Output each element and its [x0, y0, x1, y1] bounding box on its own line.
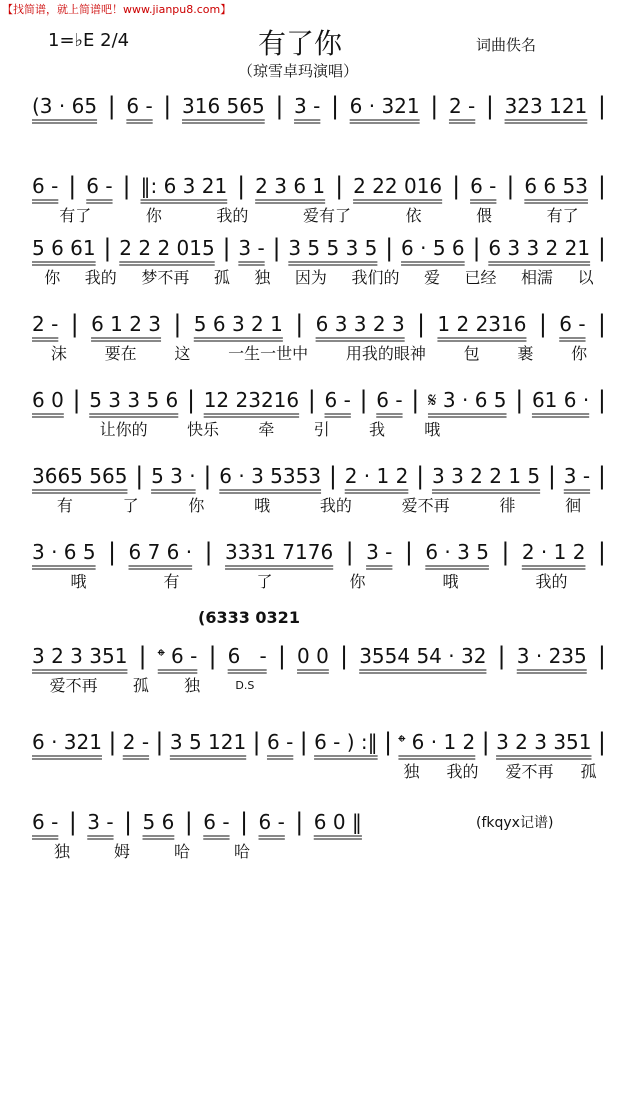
lyric: 我们的	[351, 268, 400, 287]
bar-line: |	[385, 234, 394, 262]
bar-line: |	[186, 386, 196, 414]
bar-line: |	[70, 310, 79, 338]
measure: 6 -	[470, 174, 497, 198]
bar-line: |	[416, 462, 425, 490]
measure: 2 2 2 015	[119, 236, 215, 260]
lyric: 你	[571, 344, 588, 363]
notation-row	[32, 92, 606, 120]
bar-line: |	[203, 462, 212, 490]
measure: 6 -	[266, 730, 294, 754]
lyric: 这	[174, 344, 191, 363]
measure: 61 6 ·	[531, 388, 590, 412]
lyric: 已经	[464, 268, 497, 287]
notation-row	[32, 728, 606, 756]
bar-line: |	[295, 808, 304, 836]
lyric: 偎	[476, 206, 493, 225]
lyric: 我的	[216, 206, 249, 225]
bar-line: |	[359, 386, 368, 414]
bar-line: |	[430, 92, 439, 120]
bar-line: |	[597, 310, 606, 338]
bar-line: |	[597, 642, 606, 670]
measure: 3 2 3 351	[32, 644, 128, 668]
measure: 3 5 121	[169, 730, 247, 754]
measure: 6 -	[32, 810, 59, 834]
lyric: 孤	[213, 268, 230, 287]
measure: 6 0 ‖	[313, 810, 362, 834]
bar-line: |	[417, 310, 426, 338]
lyric: D.S	[235, 679, 255, 692]
measure: 6 · 3 5	[425, 540, 489, 564]
lyric: 让你的	[99, 420, 148, 439]
measure: 6 · 5 6	[401, 236, 465, 260]
measure: 5 6	[142, 810, 175, 834]
measure: 2 · 1 2	[521, 540, 586, 564]
measure: 𝄌 6 -	[157, 644, 198, 668]
bar-line: |	[184, 808, 193, 836]
bar-line: |	[208, 642, 217, 670]
lyric: 爱不再	[505, 762, 554, 781]
measure: 6 -	[559, 312, 586, 336]
bar-line: |	[122, 172, 131, 200]
bar-line: |	[452, 172, 461, 200]
lyric: 我的	[535, 572, 568, 591]
lyric: 了	[122, 496, 139, 515]
bar-line: |	[277, 642, 286, 670]
lyric: 爱	[423, 268, 440, 287]
lyric: 有	[163, 572, 180, 591]
notation-row	[32, 642, 606, 670]
measure: 1 2 2316	[437, 312, 527, 336]
measure: 6 · 3 5353	[219, 464, 322, 488]
bar-line: |	[108, 538, 117, 566]
bar-line: |	[345, 538, 354, 566]
lyric: 有了	[59, 206, 92, 225]
measure: 316 565	[182, 94, 265, 118]
lyric: 爱有了	[302, 206, 351, 225]
bar-line: |	[163, 92, 172, 120]
lyric: 包	[463, 344, 480, 363]
measure: 5 6 3 2 1	[193, 312, 283, 336]
lyrics-row	[32, 344, 606, 364]
lyric: 以	[577, 268, 594, 287]
bar-line: |	[597, 92, 606, 120]
lyric: 相濡	[521, 268, 554, 287]
measure: 6 -	[203, 810, 230, 834]
lyric: 依	[405, 206, 422, 225]
lyric: 爱不再	[401, 496, 450, 515]
bar-line: |	[68, 808, 77, 836]
lyric: 哦	[70, 572, 87, 591]
lyric: 梦不再	[141, 268, 190, 287]
bar-line: |	[135, 462, 144, 490]
bar-line: |	[72, 386, 81, 414]
site-banner[interactable]: 【找简谱，就上简谱吧！www.jianpu8.com】	[2, 3, 232, 16]
notation-row	[32, 172, 606, 200]
bar-line: |	[481, 728, 490, 756]
bar-line: |	[155, 728, 164, 756]
lyrics-row	[32, 206, 606, 226]
measure: 3 -	[366, 540, 393, 564]
lyric: 哈	[233, 842, 250, 861]
measure: 5 6 61	[32, 236, 96, 260]
lyric: 有	[56, 496, 73, 515]
bar-line: |	[335, 172, 344, 200]
bar-line: |	[173, 310, 182, 338]
lyric: 我	[368, 420, 385, 439]
measure: 2 22 016	[353, 174, 443, 198]
measure: 6 3 3 2 3	[315, 312, 405, 336]
bar-line: |	[307, 386, 316, 414]
lyric: 独	[184, 676, 201, 695]
bar-line: |	[138, 642, 147, 670]
measure: 6 -	[324, 388, 351, 412]
lyrics-row	[80, 420, 460, 440]
bar-line: |	[252, 728, 261, 756]
measure: 6 3 3 2 21	[488, 236, 591, 260]
lyric: 徘	[499, 496, 516, 515]
bar-line: |	[107, 92, 116, 120]
bar-line: |	[538, 310, 547, 338]
lyric: 孤	[132, 676, 149, 695]
lyric: 牵	[258, 420, 275, 439]
lyric: 独	[403, 762, 420, 781]
measure: 5 3 ·	[151, 464, 196, 488]
measure: 6 6 53	[524, 174, 588, 198]
bar-line: |	[275, 92, 284, 120]
lyrics-row	[32, 496, 606, 516]
bar-line: |	[411, 386, 420, 414]
singer-subtitle: （琼雪卓玛演唱）	[238, 62, 359, 80]
measure: 3 -	[87, 810, 114, 834]
bar-line: |	[103, 234, 112, 262]
bar-line: |	[328, 462, 337, 490]
measure: ‖: 6 3 21	[140, 174, 228, 198]
measure: 3 -	[294, 94, 321, 118]
lyric: 独	[53, 842, 70, 861]
measure: 6 · 321	[349, 94, 420, 118]
notation-row	[32, 462, 606, 490]
lyric: 一生一世中	[228, 344, 309, 363]
lyric: 你	[349, 572, 366, 591]
bar-line: |	[299, 728, 308, 756]
lyrics-row	[32, 572, 606, 592]
measure: 6 -	[258, 810, 285, 834]
measure: 3 2 3 351	[496, 730, 592, 754]
measure: 3 5 5 3 5	[288, 236, 378, 260]
lyric: 用我的眼神	[345, 344, 426, 363]
song-title: 有了你	[258, 27, 343, 60]
lyric: 哈	[173, 842, 190, 861]
bar-line: |	[515, 386, 524, 414]
measure: 6 · 321	[32, 730, 102, 754]
bar-line: |	[123, 808, 133, 836]
measure: 3 · 6 5	[32, 540, 96, 564]
measure: (3 · 65	[32, 94, 98, 118]
key-signature: 1=♭E 2/4	[48, 30, 130, 51]
lyric: 哦	[442, 572, 459, 591]
measure: 2 · 1 2	[344, 464, 409, 488]
lyric: 你	[44, 268, 61, 287]
bar-line: |	[204, 538, 213, 566]
lyric: 要在	[104, 344, 137, 363]
bar-line: |	[485, 92, 494, 120]
bar-line: |	[597, 234, 606, 262]
interlude-notes: (6333 0321	[198, 608, 300, 627]
notation-row	[32, 234, 606, 262]
lyric: 你	[145, 206, 162, 225]
lyric: 独	[254, 268, 271, 287]
measure: 3554 54 · 32	[359, 644, 487, 668]
transcriber-note: (fkqyx记谱)	[476, 815, 554, 831]
bar-line: |	[472, 234, 481, 262]
measure: 6 - ) :‖	[314, 730, 378, 754]
notation-row	[32, 310, 606, 338]
measure: 5 3 3 5 6	[89, 388, 179, 412]
bar-line: |	[597, 538, 606, 566]
lyric: 哦	[254, 496, 271, 515]
measure: 3665 565	[32, 464, 128, 488]
lyric: 我的	[446, 762, 479, 781]
lyric: 徊	[565, 496, 582, 515]
measure: 3 · 235	[516, 644, 587, 668]
bar-line: |	[239, 808, 249, 836]
lyric: 沫	[50, 344, 67, 363]
bar-line: |	[383, 728, 393, 756]
credit: 词曲佚名	[476, 36, 537, 54]
measure: 3 -	[238, 236, 265, 260]
bar-line: |	[501, 538, 510, 566]
lyrics-row	[32, 268, 606, 288]
measure: 0 0	[297, 644, 329, 668]
measure: 6 1 2 3	[91, 312, 162, 336]
measure: 6 -	[376, 388, 403, 412]
bar-line: |	[330, 92, 340, 120]
bar-line: |	[108, 728, 117, 756]
measure: 𝄌 6 · 1 2	[398, 730, 476, 754]
bar-line: |	[272, 234, 281, 262]
bar-line: |	[597, 728, 606, 756]
bar-line: |	[339, 642, 349, 670]
measure: 𝄋 3 · 6 5	[427, 388, 507, 412]
measure: 3 3 2 2 1 5	[431, 464, 541, 488]
measure: 3331 7176	[225, 540, 334, 564]
bar-line: |	[237, 172, 246, 200]
notation-row	[32, 538, 606, 566]
lyric: 孤	[580, 762, 597, 781]
lyric: 引	[313, 420, 330, 439]
measure: 6 7 6 ·	[128, 540, 193, 564]
measure: 6 0	[32, 388, 64, 412]
bar-line: |	[68, 172, 77, 200]
measure: 2 3 6 1	[255, 174, 326, 198]
bar-line: |	[597, 386, 606, 414]
lyric: 哦	[424, 420, 441, 439]
lyric: 了	[256, 572, 273, 591]
lyric: 姆	[113, 842, 130, 861]
bar-line: |	[497, 642, 506, 670]
notation-row	[32, 386, 606, 414]
measure: 2 -	[122, 730, 150, 754]
lyrics-row	[390, 762, 610, 782]
bar-line: |	[597, 172, 606, 200]
lyric: 因为	[294, 268, 327, 287]
notation-row	[32, 808, 362, 836]
measure: 323 121	[504, 94, 588, 118]
bar-line: |	[295, 310, 304, 338]
bar-line: |	[222, 234, 231, 262]
measure: 12 23216	[203, 388, 300, 412]
lyric: 有了	[546, 206, 579, 225]
bar-line: |	[404, 538, 413, 566]
lyrics-row	[32, 842, 272, 862]
bar-line: |	[597, 462, 606, 490]
lyric: 裹	[517, 344, 534, 363]
lyric: 爱不再	[49, 676, 98, 695]
measure: 2 -	[448, 94, 476, 118]
lyric: 你	[188, 496, 205, 515]
measure: 6 -	[86, 174, 113, 198]
lyrics-row	[32, 676, 272, 696]
measure: 6 -	[126, 94, 153, 118]
lyric: 我的	[319, 496, 352, 515]
measure: 2 -	[32, 312, 59, 336]
measure: 3 -	[563, 464, 591, 488]
lyric: 我的	[84, 268, 117, 287]
bar-line: |	[547, 462, 556, 490]
lyric: 快乐	[186, 420, 219, 439]
measure: 6 -	[32, 174, 59, 198]
bar-line: |	[506, 172, 515, 200]
measure: 6 -	[227, 644, 267, 668]
